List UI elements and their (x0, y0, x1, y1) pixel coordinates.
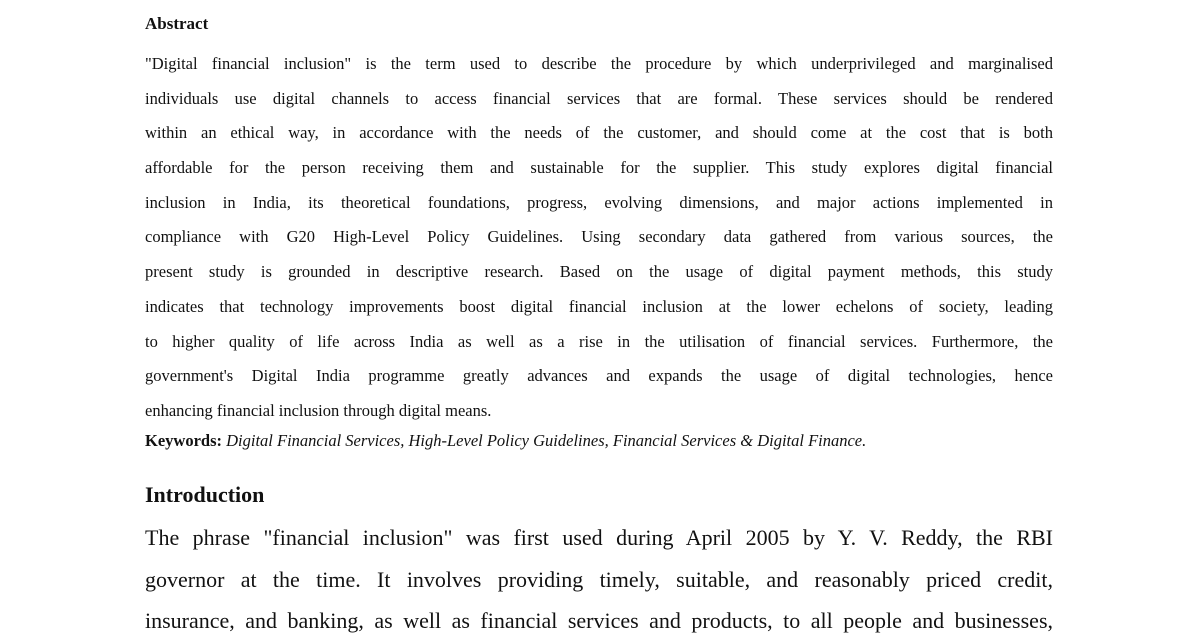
abstract-line: affordable for the person receiving them and sustainable for the supplier. This study explores digital financial (145, 158, 1053, 178)
abstract-line: "Digital financial inclusion" is the term used to describe the procedure by which underprivileged and marginalised (145, 54, 1053, 73)
introduction-heading: Introduction (145, 482, 265, 507)
abstract-line: indicates that technology improvements boost digital financial inclusion at the lower echelons of society, leading (145, 296, 1053, 316)
abstract-line: government's Digital India programme greatly advances and expands the usage of digital technologies, hence (145, 366, 1053, 386)
abstract-line: to higher quality of life across India as well as a rise in the utilisation of financial services. Furthermore, the (145, 331, 1053, 351)
introduction-body (145, 517, 1053, 642)
abstract-line: individuals use digital channels to access financial services that are formal. These services should be rendered (145, 88, 1053, 108)
abstract-line: compliance with G20 High-Level Policy Guidelines. Using secondary data gathered from various sources, the (145, 227, 1053, 247)
keywords (145, 429, 866, 453)
abstract-line: present study is grounded in descriptive research. Based on the usage of digital payment methods, this study (145, 262, 1053, 282)
introduction-line: The phrase "financial inclusion" was first used during April 2005 by Y. V. Reddy, the RBI (145, 525, 1053, 550)
introduction-line: insurance, and banking, as well as financial services and products, to all people and businesses, (145, 608, 1053, 633)
keywords-text: Digital Financial Services, High-Level Policy Guidelines, Financial Services & Digital Finance. (222, 431, 867, 450)
abstract-heading: Abstract (145, 14, 209, 33)
abstract-line: within an ethical way, in accordance with the needs of the customer, and should come at the cost that is both (145, 123, 1053, 143)
abstract-line: enhancing financial inclusion through digital means. (145, 400, 492, 420)
introduction-line: governor at the time. It involves providing timely, suitable, and reasonably priced credit, (145, 566, 1053, 592)
abstract-line: inclusion in India, its theoretical foundations, progress, evolving dimensions, and major actions implemented in (145, 192, 1053, 212)
keywords-label: Keywords: (145, 431, 222, 450)
abstract-body (145, 47, 1053, 429)
